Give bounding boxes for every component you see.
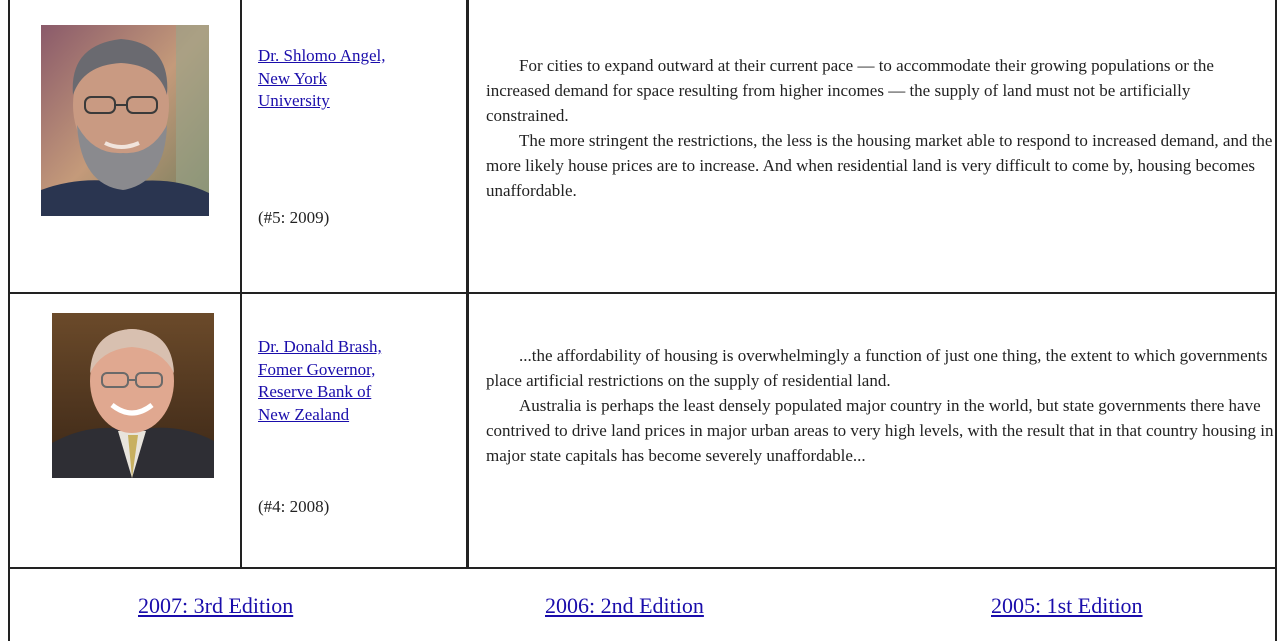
- quote-block: [486, 343, 1276, 468]
- edition-link-2005[interactable]: [991, 593, 1143, 619]
- row-divider-1: [8, 292, 1277, 294]
- column-divider-quote: [466, 0, 469, 568]
- quote-paragraph: For cities to expand outward at their current pace — to accommodate their growing populations or the increased demand for space resulting from higher incomes — the supply of land must not be artificially constrained.: [486, 56, 1214, 125]
- quote-paragraph: Australia is perhaps the least densely populated major country in the world, but state governments there have contrived to drive land prices in major urban areas to very high levels, with the result that in that country housing in major state capitals has become severely unaffordable...: [486, 396, 1274, 465]
- person-name-link-shlomo-angel[interactable]: [258, 45, 458, 113]
- row-divider-2: [8, 567, 1277, 569]
- quote-paragraph: ...the affordability of housing is overwhelmingly a function of just one thing, the extent to which governments place artificial restrictions on the supply of residential land.: [486, 346, 1268, 390]
- name-line[interactable]: New York: [258, 68, 327, 88]
- edition-link-text[interactable]: 2005: 1st Edition: [991, 593, 1143, 618]
- person-name-link-donald-brash[interactable]: [258, 336, 458, 426]
- name-line[interactable]: Dr. Donald Brash,: [258, 337, 382, 356]
- edition-link-2006[interactable]: [545, 593, 704, 619]
- name-line[interactable]: New Zealand: [258, 404, 350, 424]
- edition-link-text[interactable]: 2007: 3rd Edition: [138, 593, 294, 618]
- column-divider-photo: [240, 0, 242, 568]
- table-border-left: [8, 0, 10, 641]
- portrait-photo-shlomo-angel: [41, 25, 209, 216]
- name-line[interactable]: Fomer Governor,: [258, 359, 376, 379]
- name-line[interactable]: Dr. Shlomo Angel,: [258, 46, 386, 65]
- edition-note: (#5: 2009): [258, 208, 330, 227]
- edition-note: (#4: 2008): [258, 497, 330, 516]
- quote-paragraph: The more stringent the restrictions, the less is the housing market able to respond to increased demand, and the more likely house prices are to increase. And when residential land is very difficult to come by, housing becomes unaffordable.: [486, 131, 1273, 200]
- name-line[interactable]: University: [258, 91, 330, 110]
- edition-link-2007[interactable]: [138, 593, 293, 619]
- quote-block: [486, 53, 1276, 203]
- name-line[interactable]: Reserve Bank of: [258, 382, 372, 401]
- portrait-photo-donald-brash: [52, 313, 214, 478]
- edition-link-text[interactable]: 2006: 2nd Edition: [545, 593, 704, 618]
